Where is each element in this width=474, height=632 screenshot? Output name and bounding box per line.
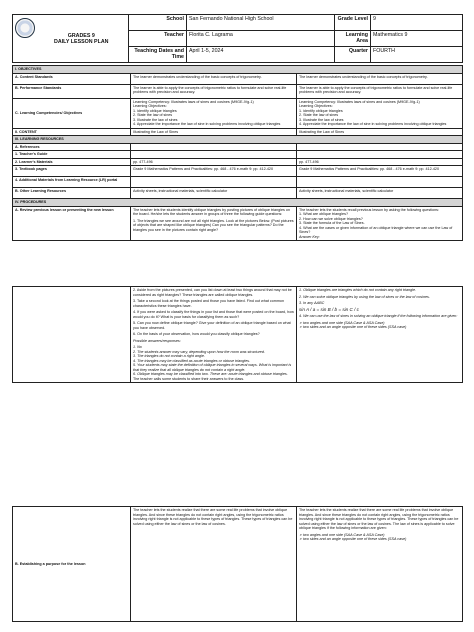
dates-value: April 1-5, 2024	[187, 47, 335, 63]
content-label: II. CONTENT	[13, 128, 131, 136]
answer-key-label: Answer Key:	[299, 234, 320, 239]
p2-ans-5: 5. Your students may state the definition of oblique triangles in several ways. What is important is that they realize that all oblique triangles do not contain a right angle.	[133, 363, 292, 372]
page2-right	[297, 287, 463, 383]
content-standards-label: A. Content Standards	[13, 73, 131, 84]
deped-logo-icon	[15, 18, 35, 38]
lc-intro-right: Learning Competency: Illustrates laws of sines and cosines (M9GE-IVg-1)	[299, 99, 420, 104]
quarter-label: Quarter	[335, 47, 371, 63]
teachers-guide-label: 1. Teacher's Guide	[13, 151, 131, 159]
p2-ans-6: 6. Oblique triangles may be classified into two. These are: acute triangles and obtuse triangles.	[133, 372, 288, 376]
lc-item-1-right: 1. identify oblique triangles	[299, 108, 343, 113]
lesson-plan-page-2	[12, 286, 462, 383]
p2r-case-1: ➢ two angles and one side (SAA Case & ASA Case)	[299, 320, 385, 325]
p2-ans-3: 3. The triangles do not contain a right angle.	[133, 354, 205, 358]
law-of-sines-formula: sin A / a = sin B / b = sin C / c	[299, 306, 359, 312]
p2-ans-4: 4. The triangles may be classified as acute triangles or obtuse triangles.	[133, 358, 251, 363]
dlp-title: DAILY LESSON PLAN	[54, 38, 109, 45]
review-right-q1: 1. What are oblique triangles?	[299, 212, 348, 216]
textbook-pages-label: 3. Textbook pages	[13, 166, 131, 177]
learners-materials-left: pp. 477-496	[131, 158, 297, 166]
school-label: School	[129, 15, 187, 31]
school-value: San Fernando National High School	[187, 15, 335, 31]
page3-table	[12, 506, 463, 622]
lc-item-3-right: 3. Illustrate the law of sines	[299, 117, 344, 122]
lc-item-2-right: 2. State the law of sines	[299, 113, 339, 117]
learning-area-value: Mathematics 9	[371, 31, 463, 47]
review-left	[131, 206, 297, 241]
p2r-case-2: ➢ two sides and an angle opposite one of these sides (SSA case)	[299, 325, 407, 329]
lc-objectives-label-right: Learning Objectives:	[299, 104, 333, 108]
lc-objectives-label: Learning Objectives:	[133, 104, 167, 108]
p2-share: The teacher calls some students to share their answers to the class.	[133, 376, 245, 381]
references-label: A. References	[13, 143, 131, 151]
purpose-label: B. Establishing a purpose for the lesson	[13, 507, 131, 622]
other-resources-right: Activity sheets, instructional materials, scientific calculator	[297, 188, 463, 199]
content-left: Illustrating the Law of Sines	[131, 128, 297, 136]
review-right-q2: 2. How can we solve oblique triangles?	[299, 216, 363, 221]
other-resources-label: B. Other Learning Resources	[13, 188, 131, 199]
additional-materials-label: 4. Additional Materials from Learning Resource (LR) portal	[13, 177, 131, 188]
purpose-case-2: ➢ two sides and an angle opposite one of these sides (SSA case)	[299, 537, 407, 541]
page2-label-cell	[13, 287, 131, 383]
header-table	[12, 14, 463, 63]
lc-item-1: 1. identify oblique triangles	[133, 108, 177, 113]
lesson-plan-page-3	[12, 506, 462, 622]
other-resources-left: Activity sheets, instructional materials, scientific calculator	[131, 188, 297, 199]
review-right-q4: 4. What are the cases or given information of an oblique triangle where we can use the Law of Sines?	[299, 225, 453, 234]
lc-item-4-right: 4. Appreciate the importance the law of sine in solving problems involving oblique triangles	[299, 122, 447, 126]
arrow-bullet-icon: ➢	[299, 537, 304, 541]
review-left-q1: 1. The triangles we see around are not all right triangles. Look at the pictures Below. (Post pictures of objects that are shaped like oblique triangles) Can you see the triangular patterns? Do the triangles you see in the pictures contain right angle?	[133, 218, 294, 232]
learning-competencies-right	[297, 98, 463, 128]
content-standards-right: The learner demonstrates understanding of the basic concepts of trigonometry.	[297, 73, 463, 84]
deped-seal	[13, 15, 35, 63]
review-right-q3: 3. State the formula of the Law of Sines.	[299, 221, 365, 225]
dates-label: Teaching Dates and Time	[129, 47, 187, 63]
performance-standards-right: The learner is able to apply the concepts of trigonometric ratios to formulate and solve real-life problems with precision and accuracy.	[297, 84, 463, 98]
review-right	[297, 206, 463, 241]
grade-level-label: Grade Level	[335, 15, 371, 31]
lesson-plan-page-1	[12, 14, 462, 241]
page2-table	[12, 286, 463, 383]
quarter-value: FOURTH	[371, 47, 463, 63]
learning-area-label: Learning Area	[335, 31, 371, 47]
lesson-body-table	[12, 65, 463, 241]
p2-q6: 6. On the basis of your observation, how would you classify oblique triangles?	[133, 332, 260, 336]
purpose-right	[297, 507, 463, 622]
textbook-pages-right: Grade 9 Mathematics Patterns and Practicalities: pp. 468 - 476 e-math 9: pp. 412-420	[297, 166, 463, 177]
page2-left	[131, 287, 297, 383]
review-right-intro: The teacher lets the students recall previous lesson by asking the following questions:	[299, 207, 439, 212]
lc-intro: Learning Competency: Illustrates laws of sines and cosines (M9GE-IVg-1)	[133, 99, 254, 104]
p2-q2: 2. Aside from the pictures presented, can you list down at least two things around that may not be considered as right triangles? These triangles are called oblique triangles.	[133, 288, 292, 297]
learning-competencies-left	[131, 98, 297, 128]
p2-q3: 3. Take a second look at the things posted and those you have listed. Find out what common characteristics these triangles have.	[133, 299, 285, 308]
learners-materials-label: 2. Learner's Materials	[13, 158, 131, 166]
p2-ans-2: 2. The students answer may vary, depending upon how the room was structured.	[133, 349, 265, 354]
performance-standards-label: B. Performance Standards	[13, 84, 131, 98]
teacher-label: Teacher	[129, 31, 187, 47]
performance-standards-left: The learner is able to apply the concepts of trigonometric ratios to formulate and solve real-life problems with precision and accuracy.	[131, 84, 297, 98]
p2-q5: 5. Can you now define oblique triangle? Give your definition of an oblique triangle based on what you have observed.	[133, 321, 291, 330]
p2r-4: 4. We can use the law of sines in solving an oblique triangle if the following information are given:	[299, 314, 458, 318]
learning-competencies-label: C. Learning Competencies/ Objectives	[13, 98, 131, 128]
textbook-pages-left: Grade 9 Mathematics Patterns and Practicalities: pp. 468 - 476 e-math 9: pp. 412-420	[131, 166, 297, 177]
review-label: A. Review previous lesson or presenting the new lesson	[13, 206, 131, 241]
purpose-case-1: ➢ two angles and one side (SAA Case & ASA Case)	[299, 532, 385, 537]
objectives-heading: I. OBJECTIVES	[13, 66, 463, 74]
p2r-1: 1. Oblique triangles are triangles which do not contain any right triangle.	[299, 288, 417, 292]
procedures-heading: IV. PROCEDURES	[13, 199, 463, 207]
lc-item-4: 4. Appreciate the importance the law of sine in solving problems involving oblique triangles	[133, 122, 281, 126]
review-left-intro: The teacher lets the students identify oblique triangles by posting pictures of oblique triangles on the board. He/she lets the students answer in groups of three the following guide questions:	[133, 207, 291, 216]
arrow-bullet-icon: ➢	[299, 325, 304, 329]
arrow-bullet-icon: ➢	[299, 532, 304, 537]
grade-level-value: 9	[371, 15, 463, 31]
teacher-value: Florita C. Lagrama	[187, 31, 335, 47]
p2r-2: 2. We can solve oblique triangles by using the law of sines or the law of cosines.	[299, 294, 430, 299]
purpose-left: The teacher lets the students realize that there are some real life problems that involve oblique triangles. And since these triangles do not contain right angles, using the trigonometric ratios involving right triangle is not applicable to these types of triangles. These types of triangles can be solved using either the law of sines or the law of cosines.	[131, 507, 297, 622]
learning-resources-heading: III. LEARNING RESOURCES	[13, 136, 463, 144]
content-right: Illustrating the Law of Sines	[297, 128, 463, 136]
purpose-right-text: The teacher lets the students realize that there are some real life problems that involve oblique triangles. And since these triangles do not contain right angles, using the trigonometric ratios involving right triangle is not applicable to these types of triangles. These types of triangles can be solved using either the law of sines or the law of cosines. The law of sines is applicable to solve oblique triangles if the following information are given:	[299, 508, 459, 530]
lc-item-3: 3. Illustrate the law of sines	[133, 117, 178, 122]
learners-materials-right: pp. 477-496	[297, 158, 463, 166]
p2-ans-1: 1. No	[133, 345, 142, 349]
p2-q4: 4. If you were asked to classify the things in your list and those that were posted on the board, how would you do it? What is your basis for classifying them as such?	[133, 310, 294, 319]
lc-item-2: 2. State the law of sines	[133, 113, 173, 117]
grades-title: GRADES 9	[67, 32, 95, 39]
content-standards-left: The learner demonstrates understanding of the basic concepts of trigonometry.	[131, 73, 297, 84]
p2r-3: 3. In any ΔABC	[299, 301, 325, 305]
arrow-bullet-icon: ➢	[299, 320, 304, 325]
p2-possible-answers: Possible answers/responses:	[133, 338, 181, 343]
